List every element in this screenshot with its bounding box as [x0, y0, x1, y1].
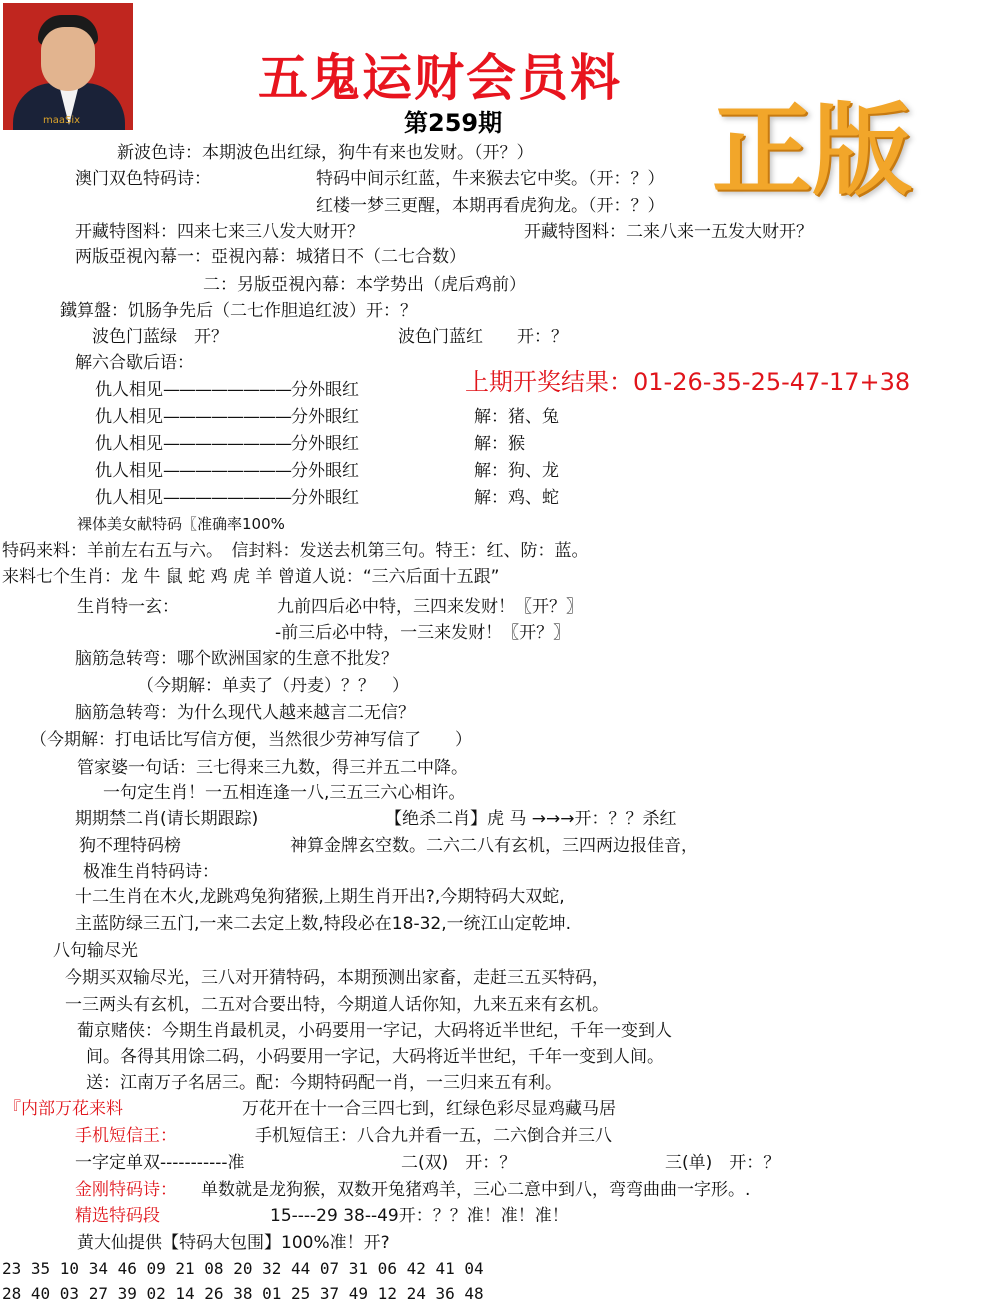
- last-result: 上期开奖结果：01-26-35-25-47-17+38: [465, 368, 911, 396]
- odd-even-label: 一字定单双-----------准: [75, 1153, 245, 1173]
- wong-tai-sin-line: 黄大仙提供【特码大包围】100%准！开?: [77, 1233, 390, 1253]
- wave-color-poem: 新波色诗：本期波色出红绿，狗牛有来也发财。（开？）: [117, 143, 534, 163]
- casino-hero-1: 葡京赌侠：今期生肖最机灵，小码要用一字记，大码将近半世纪，千年一变到人: [77, 1021, 672, 1041]
- proverb-answer: 分外眼红: [291, 488, 359, 508]
- proverb-question: 仇人相见: [95, 407, 163, 427]
- proverb-dash: ————————: [163, 407, 291, 427]
- abacus-line: 鐵算盤：饥肠争先后（二七作胆追红波）开：？: [60, 301, 417, 321]
- ban-two-value: 【绝杀二肖】虎 马 →→→开：？？杀红: [385, 809, 677, 829]
- sms-king-value: 手机短信王：八合九并看一五，二六倒合并三八: [255, 1126, 612, 1146]
- eight-lines-2: 一三两头有玄机，二五对合要出特，今期道人话你知，九来五来有玄机。: [65, 995, 609, 1015]
- macau-poem-line2: 红楼一梦三更醒，本期再看虎狗龙。（开：？）: [316, 196, 665, 216]
- riddle-1-answer: （今期解：单卖了（丹麦）？？ ）: [137, 676, 409, 696]
- hidden-pic-right: 开藏特图料：二来八来一五发大财开？: [524, 222, 813, 242]
- proverb-dash: ————————: [163, 461, 291, 481]
- photo-watermark: maaSix: [43, 115, 81, 126]
- proverb-solution: 解：猴: [474, 434, 525, 454]
- proverb-heading: 解六合歇后语：: [75, 353, 194, 373]
- photo-face: [41, 27, 95, 91]
- zodiac-mystery-label: 生肖特一玄：: [77, 597, 179, 617]
- proverb-solution: 解：狗、龙: [474, 461, 559, 481]
- wave-gate-right: 波色门蓝红 开：？: [398, 327, 568, 347]
- proverb-answer: 分外眼红: [291, 380, 359, 400]
- issue-number: 第259期: [404, 109, 503, 137]
- proverb-row: [95, 406, 359, 428]
- selected-range-label: 精选特码段: [75, 1206, 160, 1226]
- macau-poem-label: 澳门双色特码诗：: [75, 169, 211, 189]
- eight-lines-heading: 八句输尽光: [53, 941, 138, 961]
- header-photo: [3, 3, 133, 130]
- seven-zodiac-line: 来料七个生肖：龙 牛 鼠 蛇 鸡 虎 羊 曾道人说：“三六后面十五跟”: [2, 567, 500, 587]
- riddle-2: 脑筋急转弯：为什么现代人越来越言二无信？: [75, 703, 415, 723]
- zodiac-poem-heading: 极准生肖特码诗：: [83, 862, 219, 882]
- nude-code-line: 裸体美女献特码〖准确率100%: [77, 515, 285, 533]
- proverb-question: 仇人相见: [95, 380, 163, 400]
- proverb-answer: 分外眼红: [291, 461, 359, 481]
- proverb-answer: 分外眼红: [291, 434, 359, 454]
- proverb-row: [95, 379, 359, 401]
- proverb-question: 仇人相见: [95, 488, 163, 508]
- proverb-question: 仇人相见: [95, 461, 163, 481]
- casino-hero-2: 间。各得其用馀二码，小码要用一字记，大码将近半世纪，千年一变到人间。: [86, 1047, 664, 1067]
- sms-king-label: 手机短信王：: [75, 1126, 177, 1146]
- macau-poem-line1: 特码中间示红蓝，牛来猴去它中奖。（开：？）: [316, 169, 665, 189]
- zodiac-mystery-line2: -前三后必中特，一三来发财！〖开？〗: [275, 623, 571, 643]
- proverb-question: 仇人相见: [95, 434, 163, 454]
- proverb-row: [95, 487, 359, 509]
- zodiac-poem-line2: 主蓝防绿三五门,一来二去定上数,特段必在18-32,一统江山定乾坤.: [75, 914, 572, 934]
- number-row-1: 23 35 10 34 46 09 21 08 20 32 44 07 31 06 42 41 04: [2, 1259, 484, 1278]
- casino-hero-3: 送：江南万子名居三。配：今期特码配一肖，一三归来五有利。: [86, 1073, 562, 1093]
- zodiac-mystery-line1: 九前四后必中特，三四来发财！〖开？〗: [277, 597, 583, 617]
- proverb-solution: 解：鸡、蛇: [474, 488, 559, 508]
- proverb-solution: 解：猪、兔: [474, 407, 559, 427]
- number-row-2: 28 40 03 27 39 02 14 26 38 01 25 37 49 12 24 36 48: [2, 1284, 484, 1303]
- proverb-dash: ————————: [163, 434, 291, 454]
- eight-lines-1: 今期买双输尽光，三八对开猜特码，本期预测出家畜，走赶三五买特码，: [65, 968, 609, 988]
- diamond-poem-label: 金刚特码诗：: [75, 1180, 177, 1200]
- dog-list-value: 神算金牌玄空数。二六二八有玄机，三四两边报佳音，: [290, 836, 698, 856]
- selected-range-value: 15----29 38--49开：？？准！准！准！: [270, 1206, 569, 1226]
- ban-two-label: 期期禁二肖(请长期跟踪): [75, 809, 259, 829]
- proverb-row: [95, 460, 359, 482]
- dog-list-label: 狗不理特码榜: [79, 836, 181, 856]
- odd-even-even: 二(双) 开：？: [401, 1153, 517, 1173]
- hidden-pic-left: 开藏特图料：四来七来三八发大财开？: [75, 222, 364, 242]
- housekeeper-line: 管家婆一句话：三七得来三九数，得三并五二中降。: [77, 758, 468, 778]
- authentic-stamp: 正版: [712, 91, 912, 209]
- flower-source-value: 万花开在十一合三四七到，红绿色彩尽显鸡藏马居: [242, 1099, 616, 1119]
- atv-inside-one: 两版亞視內幕一：亞視內幕：城猪日不（二七合数）: [75, 247, 466, 267]
- wave-gate-left: 波色门蓝绿 开？: [92, 327, 228, 347]
- page-title: 五鬼运财会员料: [258, 48, 622, 107]
- atv-inside-two: 二：另版亞視內幕：本学势出（虎后鸡前）: [203, 275, 526, 295]
- zodiac-poem-line1: 十二生肖在木火,龙跳鸡兔狗猪猴,上期生肖开出?,今期特码大双蛇,: [75, 887, 565, 907]
- special-code-line: 特码来料：羊前左右五与六。 信封料：发送去机第三句。特王：红、防：蓝。: [2, 541, 589, 561]
- diamond-poem-value: 单数就是龙狗猴，双数开兔猪鸡羊，三心二意中到八，弯弯曲曲一字形。.: [201, 1180, 751, 1200]
- flower-source-label: 『内部万花来料: [4, 1099, 123, 1119]
- riddle-2-answer: （今期解：打电话比写信方便，当然很少劳神写信了 ）: [30, 730, 472, 750]
- riddle-1: 脑筋急转弯：哪个欧洲国家的生意不批发？: [75, 649, 398, 669]
- proverb-row: [95, 433, 359, 455]
- odd-even-odd: 三(单) 开：？: [665, 1153, 781, 1173]
- proverb-dash: ————————: [163, 380, 291, 400]
- one-zodiac-line: 一句定生肖！一五相连逢一八,三五三六心相许。: [103, 783, 466, 803]
- proverb-dash: ————————: [163, 488, 291, 508]
- proverb-answer: 分外眼红: [291, 407, 359, 427]
